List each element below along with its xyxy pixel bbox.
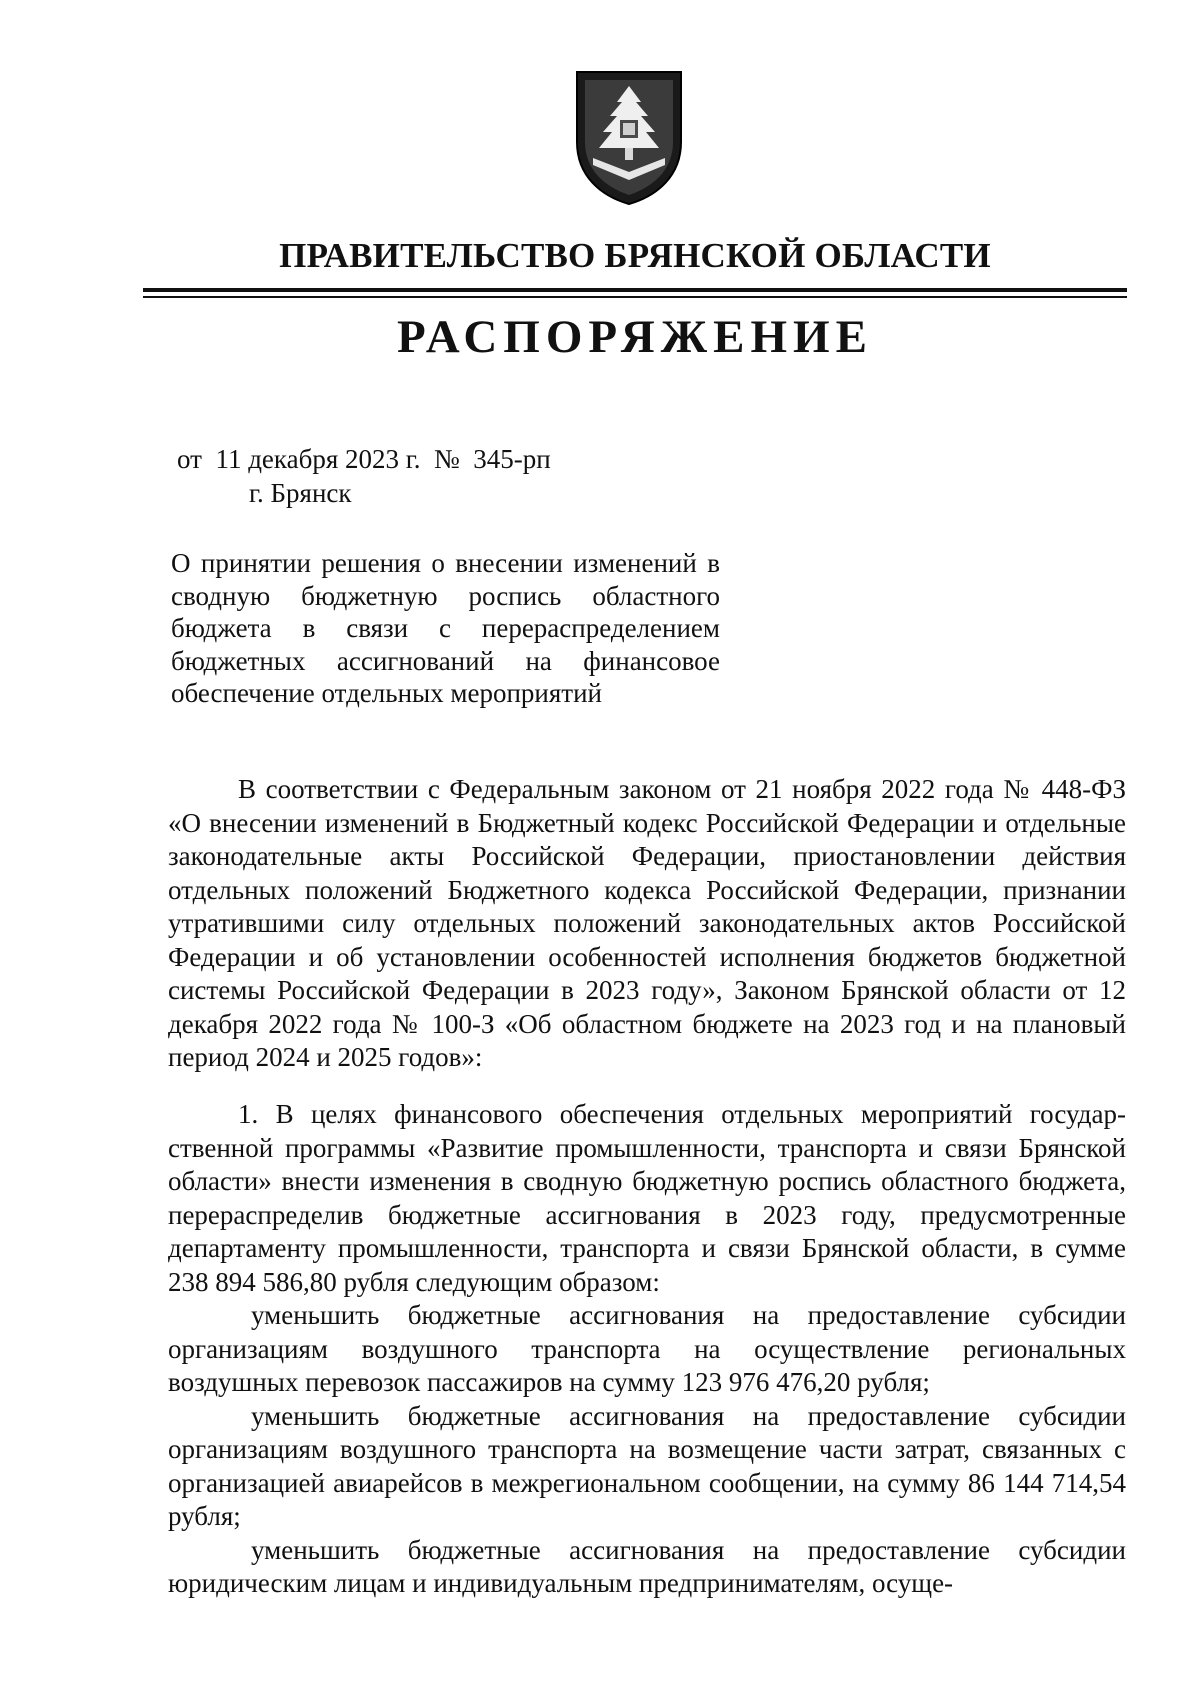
city-line: г. Брянск <box>249 478 352 508</box>
coat-of-arms-icon <box>573 68 685 206</box>
document-type-title: РАСПОРЯЖЕНИЕ <box>397 311 873 363</box>
item-1-paragraph: 1. В целях финансового обеспечения отдельных мероприятий государственной программы «Развитие промышленности, транспорта и связи Брянской области» внести изменения в сводную бюджетную роспись областного бюджета, перераспределив бюджетные ассигнования в 2023 году, предусмотренные департаменту промышленности, транспорта и связи Брянской области, в сумме 238 894 586,80 рубля следующим образом: <box>168 1099 1126 1297</box>
preamble-block <box>168 773 1126 1075</box>
government-title: ПРАВИТЕЛЬСТВО БРЯНСКОЙ ОБЛАСТИ <box>279 236 991 275</box>
item-block <box>168 1098 1126 1601</box>
reduce-paragraph-2: уменьшить бюджетные ассигнования на предоставление субсидии организациям воздушного транспорта на возмещение части затрат, связанных с организацией авиарейсов в межрегиональном сообщении, на сумму 86 144 714,54 рубля; <box>168 1400 1126 1531</box>
header-rule-thick <box>143 288 1127 292</box>
date-number-line: от 11 декабря 2023 г. № 345-рп <box>177 444 551 474</box>
reduce-paragraph-3: уменьшить бюджетные ассигнования на предоставление субсидии юридическим лицам и индивидуальным предпринимателям, осуще- <box>168 1534 1126 1598</box>
header-rule-thin <box>143 296 1127 298</box>
document-subject: О принятии решения о внесении изменений в сводную бюджетную роспись областного бюджета в связи с перераспределением бюджетных ассигнований на финансовое обеспечение отдельных мероприятий <box>171 548 720 708</box>
reduce-paragraph-1: уменьшить бюджетные ассигнования на предоставление субсидии организациям воздушного транспорта на осуществление региональных воздушных перевозок пассажиров на сумму 123 976 476,20 рубля; <box>168 1300 1126 1397</box>
preamble-paragraph: В соответствии с Федеральным законом от 21 ноября 2022 года № 448-ФЗ «О внесении изменений в Бюджетный кодекс Российской Федерации и отдельные законодательные акты Российской Федерации, приостановлении действия отдельных положений Бюджетного кодекса Российской Федерации, признании утратившими силу отдельных положений законодательных актов Российской Федерации и об установлении особенностей исполнения бюджетов бюджетной системы Российской Федерации в 2023 году», Законом Брянской области от 12 декабря 2022 года № 100-З «Об областном бюджете на 2023 год и на плановый период 2024 и 2025 годов»: <box>168 774 1126 1072</box>
